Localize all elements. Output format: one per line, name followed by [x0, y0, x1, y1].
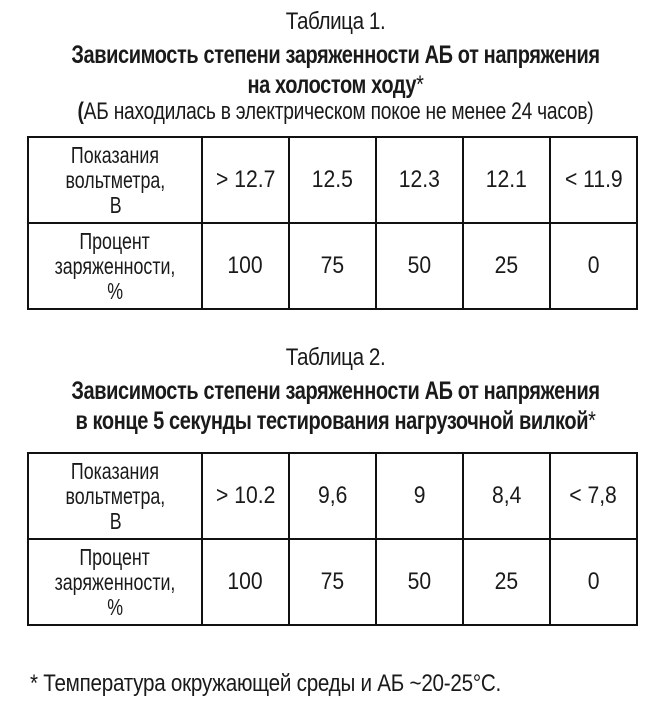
- table2-row-voltage-label: [28, 453, 202, 539]
- table1-heading-line2: на холостом ходу: [247, 71, 417, 99]
- label-line: Процент: [79, 543, 151, 570]
- table2-charge-cell: 100: [202, 539, 289, 625]
- table1-voltage-cell: > 12.7: [202, 137, 289, 223]
- table1-row-charge-label: [28, 223, 202, 309]
- table2-voltage-cell: 9: [376, 453, 463, 539]
- table1-row-voltage: [28, 137, 637, 223]
- table1: [27, 136, 638, 310]
- table2-voltage-cell: < 7,8: [550, 453, 637, 539]
- table2-label: Таблица 2.: [285, 344, 386, 371]
- table2: [27, 452, 638, 626]
- label-line: %: [107, 593, 123, 620]
- table1-voltage-cell: 12.5: [289, 137, 376, 223]
- label-line: Процент: [79, 227, 151, 254]
- table1-row-voltage-label: [28, 137, 202, 223]
- table1-voltage-cell: 12.3: [376, 137, 463, 223]
- label-line: %: [107, 277, 123, 304]
- label-line: вольтметра,: [65, 482, 165, 509]
- table1-voltage-cell: < 11.9: [550, 137, 637, 223]
- table1-charge-cell: 25: [463, 223, 550, 309]
- table1-heading-line1: Зависимость степени заряженности АБ от напряжения: [71, 41, 600, 69]
- table1-charge-cell: 75: [289, 223, 376, 309]
- table1-voltage-cell: 12.1: [463, 137, 550, 223]
- table2-row-charge: [28, 539, 637, 625]
- table2-heading-asterisk: *: [588, 407, 596, 435]
- table1-heading-line2-wrap: [67, 70, 604, 100]
- table1-note-open-paren: (: [77, 98, 84, 125]
- label-line: заряженности,: [54, 252, 176, 279]
- table2-heading-line2-wrap: [67, 406, 604, 436]
- label-line: В: [109, 507, 121, 534]
- table1-note-wrap: [67, 98, 604, 126]
- table2-row-voltage: [28, 453, 637, 539]
- footnote: * Температура окружающей среды и АБ ~20-25°С.: [30, 670, 501, 697]
- label-line: заряженности,: [54, 568, 176, 595]
- table2-voltage-cell: > 10.2: [202, 453, 289, 539]
- table2-charge-cell: 75: [289, 539, 376, 625]
- table2-charge-cell: 25: [463, 539, 550, 625]
- table1-label: Таблица 1.: [285, 8, 386, 35]
- label-line: Показания: [70, 457, 160, 484]
- label-line: Показания: [70, 141, 160, 168]
- table2-charge-cell: 50: [376, 539, 463, 625]
- table2-row-charge-label: [28, 539, 202, 625]
- table2-voltage-cell: 8,4: [463, 453, 550, 539]
- label-line: В: [109, 191, 121, 218]
- label-line: вольтметра,: [65, 166, 165, 193]
- table1-note: АБ находилась в электрическом покое не менее 24 часов): [83, 98, 594, 125]
- table2-heading-line1: Зависимость степени заряженности АБ от напряжения: [71, 377, 600, 405]
- table1-heading-asterisk: *: [416, 71, 424, 99]
- table1-row-charge: [28, 223, 637, 309]
- table2-heading-line2: в конце 5 секунды тестирования нагрузочной вилкой: [75, 407, 589, 435]
- table1-charge-cell: 50: [376, 223, 463, 309]
- table1-charge-cell: 0: [550, 223, 637, 309]
- table2-charge-cell: 0: [550, 539, 637, 625]
- table1-charge-cell: 100: [202, 223, 289, 309]
- table2-voltage-cell: 9,6: [289, 453, 376, 539]
